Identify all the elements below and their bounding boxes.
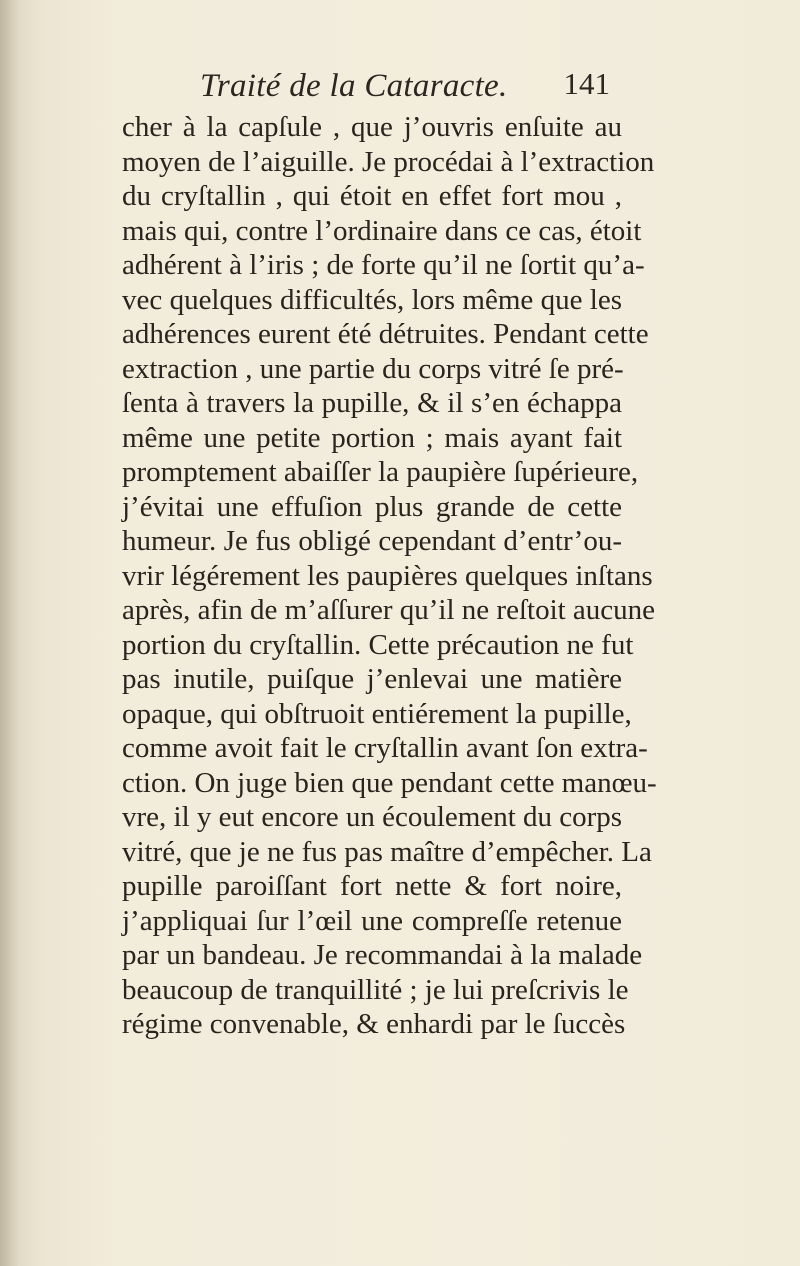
text-line: humeur. Je fus obligé cependant d’entr’ou- — [122, 525, 622, 557]
text-line: par un bandeau. Je recommandai à la malade — [122, 939, 643, 971]
text-line: ction. On juge bien que pendant cette manœu- — [122, 766, 657, 799]
text-line: vrir légérement les paupières quelques inſtans — [122, 559, 653, 592]
text-line: mais qui, contre l’ordinaire dans ce cas, étoit — [122, 214, 642, 247]
text-line: pas inutile, puiſque j’enlevai une matière — [122, 663, 622, 695]
text-line: cher à la capſule , que j’ouvris enſuite au — [122, 111, 622, 143]
text-line: même une petite portion ; mais ayant fait — [122, 421, 622, 454]
text-line: portion du cryſtallin. Cette précaution ne fut — [122, 628, 634, 661]
text-line: après, afin de m’aſſurer qu’il ne reſtoit aucune — [122, 594, 656, 626]
text-line: opaque, qui obſtruoit entiérement la pupille, — [122, 697, 632, 730]
text-line: beaucoup de tranquillité ; je lui preſcrivis le — [122, 973, 629, 1006]
body-text — [122, 110, 657, 1042]
text-line: pupille paroiſſant fort nette & fort noire, — [122, 870, 622, 902]
text-line: promptement abaiſſer la paupière ſupérieure, — [122, 456, 639, 488]
text-line: extraction , une partie du corps vitré ſe pré- — [122, 352, 624, 385]
text-line: j’appliquai ſur l’œil une compreſſe retenue — [122, 904, 622, 937]
text-line: j’évitai une effuſion plus grande de cette — [122, 490, 622, 523]
text-line: régime convenable, & enhardi par le ſuccès — [122, 1008, 626, 1040]
text-line: ſenta à travers la pupille, & il s’en échappa — [122, 387, 622, 419]
page-number: 141 — [563, 66, 610, 101]
text-line: adhérences eurent été détruites. Pendant cette — [122, 318, 649, 350]
page-gutter-shadow — [0, 0, 20, 1266]
running-title: Traité de la Cataracte. — [200, 68, 508, 104]
text-line: adhérent à l’iris ; de forte qu’il ne ſortit qu’a- — [122, 249, 645, 281]
text-line: moyen de l’aiguille. Je procédai à l’extraction — [122, 145, 655, 178]
text-line: vec quelques difficultés, lors même que les — [122, 283, 622, 316]
text-line: vre, il y eut encore un écoulement du corps — [122, 801, 623, 833]
text-line: du cryſtallin , qui étoit en effet fort mou , — [122, 180, 622, 212]
text-line: vitré, que je ne fus pas maître d’empêcher. La — [122, 835, 652, 868]
page-header — [200, 68, 610, 112]
text-line: comme avoit fait le cryſtallin avant ſon extra- — [122, 732, 648, 764]
